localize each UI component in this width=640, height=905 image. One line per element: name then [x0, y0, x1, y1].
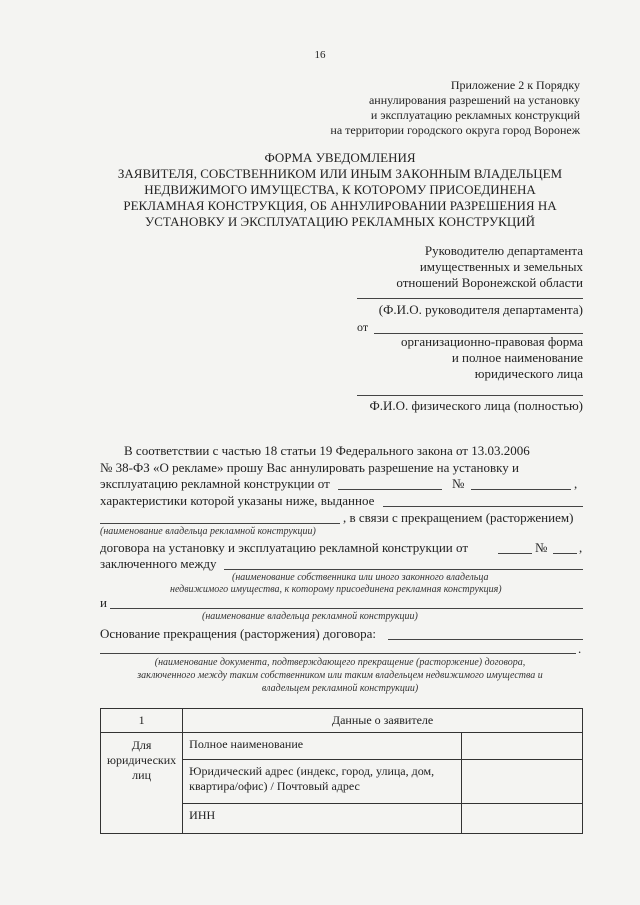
addressee-line: Руководителю департамента	[424, 243, 583, 258]
director-fio-caption: (Ф.И.О. руководителя департамента)	[378, 302, 583, 317]
title-line: НЕДВИЖИМОГО ИМУЩЕСТВА, К КОТОРОМУ ПРИСОЕДИНЕНА	[144, 182, 536, 197]
body-line: № 38-ФЗ «О рекламе» прошу Вас аннулировать разрешение на установку и	[100, 460, 519, 475]
property-owner-field[interactable]	[224, 569, 583, 570]
addressee-line: имущественных и земельных	[419, 259, 583, 274]
director-fio-line[interactable]	[357, 298, 583, 299]
title-line: ФОРМА УВЕДОМЛЕНИЯ	[264, 150, 416, 165]
body-line: В соответствии с частью 18 статьи 19 Федерального закона от 13.03.2006	[124, 443, 530, 458]
comma: ,	[579, 540, 583, 555]
title-line: УСТАНОВКУ И ЭКСПЛУАТАЦИЮ РЕКЛАМНЫХ КОНСТРУКЦИЙ	[145, 214, 535, 229]
value-cell[interactable]	[461, 760, 582, 804]
value-cell[interactable]	[461, 733, 582, 760]
body-line: договора на установку и эксплуатацию рекламной конструкции от	[100, 540, 468, 555]
title-line: ЗАЯВИТЕЛЯ, СОБСТВЕННИКОМ ИЛИ ИНЫМ ЗАКОННЫМ ВЛАДЕЛЬЦЕМ	[117, 166, 563, 181]
row-label-cell: ИНН	[183, 804, 462, 834]
applicant-data-table	[100, 708, 583, 834]
value-cell[interactable]	[461, 804, 582, 834]
header-title-cell: Данные о заявителе	[183, 709, 583, 733]
legal-entity-caption: юридического лица	[474, 366, 583, 381]
table-header-row	[101, 709, 583, 733]
page-number: 16	[314, 49, 326, 61]
group-label-cell: Для юридических лиц	[101, 733, 183, 834]
and-label: и	[100, 595, 107, 610]
number-sign: №	[452, 476, 465, 491]
appendix-line: и эксплуатацию рекламных конструкций	[370, 108, 580, 122]
basis-label: Основание прекращения (расторжения) договора:	[100, 626, 377, 641]
addressee-line: отношений Воронежской области	[396, 275, 583, 290]
title-line: РЕКЛАМНАЯ КОНСТРУКЦИЯ, ОБ АННУЛИРОВАНИИ РАЗРЕШЕНИЯ НА	[123, 198, 557, 213]
body-line: эксплуатацию рекламной конструкции от	[100, 476, 330, 491]
field-caption: (наименование документа, подтверждающего прекращение (расторжение) договора,	[154, 657, 526, 668]
issued-to-field[interactable]	[383, 506, 583, 507]
appendix-line: Приложение 2 к Порядку	[450, 78, 580, 92]
individual-fio-line[interactable]	[357, 395, 583, 396]
permit-date-field[interactable]	[338, 489, 442, 490]
field-caption: владельцем рекламной конструкции)	[261, 683, 419, 694]
basis-field-continued[interactable]	[100, 653, 576, 654]
header-number-cell: 1	[101, 709, 183, 733]
field-caption: (наименование владельца рекламной конструкции)	[100, 526, 316, 537]
appendix-line: аннулирования разрешений на установку	[368, 93, 580, 107]
body-line: , в связи с прекращением (расторжением)	[343, 510, 574, 525]
appendix-line: на территории городского округа город Воронеж	[330, 123, 580, 137]
contract-number-field[interactable]	[553, 553, 577, 554]
period: .	[578, 641, 582, 656]
legal-entity-caption: организационно-правовая форма	[401, 334, 583, 349]
field-caption: недвижимого имущества, к которому присоединена рекламная конструкция)	[170, 584, 502, 595]
contract-date-field[interactable]	[498, 553, 532, 554]
from-label: от	[357, 320, 369, 334]
field-caption: (наименование владельца рекламной конструкции)	[202, 611, 418, 622]
basis-field[interactable]	[388, 639, 583, 640]
individual-fio-caption: Ф.И.О. физического лица (полностью)	[369, 398, 583, 413]
comma: ,	[574, 476, 578, 491]
table-row	[101, 733, 583, 760]
owner-name-field[interactable]	[100, 523, 340, 524]
body-line: заключенного между	[100, 556, 217, 571]
field-caption: заключенного между таким собственником или таким владельцем недвижимого имущества и	[137, 670, 543, 681]
permit-number-field[interactable]	[471, 489, 571, 490]
row-label-cell: Юридический адрес (индекс, город, улица, дом, квартира/офис) / Почтовый адрес	[183, 760, 462, 804]
row-label-cell: Полное наименование	[183, 733, 462, 760]
structure-owner-field[interactable]	[110, 608, 583, 609]
number-sign: №	[535, 540, 548, 555]
body-line: характеристики которой указаны ниже, выданное	[100, 493, 375, 508]
field-caption: (наименование собственника или иного законного владельца	[232, 572, 489, 583]
legal-entity-caption: и полное наименование	[451, 350, 583, 365]
